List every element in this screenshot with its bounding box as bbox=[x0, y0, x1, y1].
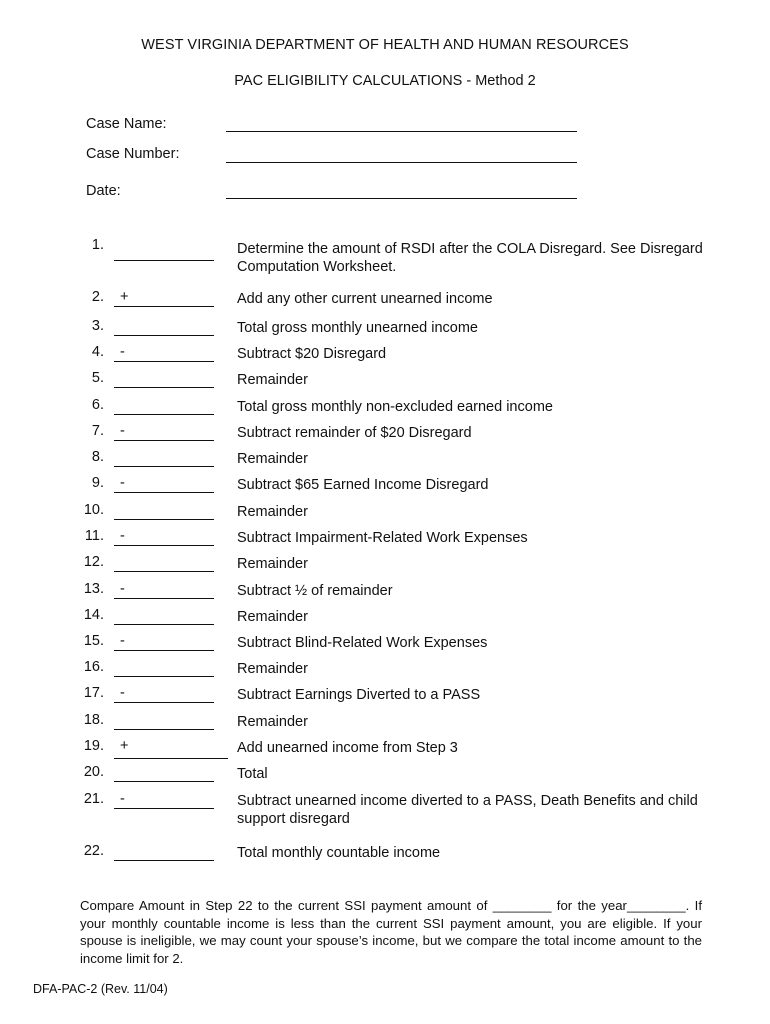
step-description: Subtract remainder of $20 Disregard bbox=[237, 425, 472, 441]
agency-heading: WEST VIRGINIA DEPARTMENT OF HEALTH AND HUMAN RESOURCES bbox=[141, 37, 629, 53]
step-amount-field[interactable] bbox=[114, 729, 214, 730]
step-description: Total bbox=[237, 766, 268, 782]
step-amount-field[interactable] bbox=[114, 758, 228, 759]
step-sign: + bbox=[120, 289, 129, 305]
case-name-field[interactable] bbox=[226, 131, 577, 132]
form-number: DFA-PAC-2 (Rev. 11/04) bbox=[33, 982, 168, 996]
step-sign: + bbox=[120, 738, 129, 754]
step-sign: - bbox=[120, 475, 125, 491]
step-sign: - bbox=[120, 791, 125, 807]
step-description: Total gross monthly non-excluded earned income bbox=[237, 399, 553, 415]
step-number: 11. bbox=[84, 528, 104, 544]
step-amount-field[interactable] bbox=[114, 624, 214, 625]
step-number: 15. bbox=[83, 633, 104, 649]
step-number: 7. bbox=[91, 423, 104, 439]
step-description: Subtract $65 Earned Income Disregard bbox=[237, 477, 489, 493]
step-number: 3. bbox=[91, 318, 104, 334]
step-number: 22. bbox=[83, 843, 104, 859]
step-amount-field[interactable] bbox=[114, 335, 214, 336]
case-number-field[interactable] bbox=[226, 162, 577, 163]
step-amount-field[interactable] bbox=[114, 598, 214, 599]
step-amount-field[interactable] bbox=[114, 466, 214, 467]
step-number: 18. bbox=[83, 712, 104, 728]
step-sign: - bbox=[120, 581, 125, 597]
step-amount-field[interactable] bbox=[114, 650, 214, 651]
step-amount-field[interactable] bbox=[114, 808, 214, 809]
step-description: Remainder bbox=[237, 556, 308, 572]
step-sign: - bbox=[120, 633, 125, 649]
step-number: 1. bbox=[91, 237, 104, 253]
step-number: 19. bbox=[83, 738, 104, 754]
step-description: Add unearned income from Step 3 bbox=[237, 740, 458, 756]
step-description: Remainder bbox=[237, 451, 308, 467]
step-amount-field[interactable] bbox=[114, 545, 214, 546]
step-number: 10. bbox=[83, 502, 104, 518]
step-amount-field[interactable] bbox=[114, 306, 214, 307]
case-name-label: Case Name: bbox=[86, 116, 167, 132]
step-amount-field[interactable] bbox=[114, 860, 214, 861]
step-number: 17. bbox=[83, 685, 104, 701]
step-amount-field[interactable] bbox=[114, 440, 214, 441]
step-description: Subtract ½ of remainder bbox=[237, 583, 393, 599]
step-number: 5. bbox=[91, 370, 104, 386]
step-description: Determine the amount of RSDI after the COLA Disregard. See Disregard Computation Worksheet. bbox=[237, 241, 703, 275]
step-number: 8. bbox=[91, 449, 104, 465]
step-number: 4. bbox=[91, 344, 104, 360]
step-description: Remainder bbox=[237, 504, 308, 520]
date-label: Date: bbox=[86, 183, 121, 199]
step-sign: - bbox=[120, 685, 125, 701]
step-description: Remainder bbox=[237, 609, 308, 625]
step-description: Remainder bbox=[237, 714, 308, 730]
step-amount-field[interactable] bbox=[114, 492, 214, 493]
step-description: Subtract Blind-Related Work Expenses bbox=[237, 635, 488, 651]
step-number: 14. bbox=[83, 607, 104, 623]
step-amount-field[interactable] bbox=[114, 702, 214, 703]
step-description: Total gross monthly unearned income bbox=[237, 320, 478, 336]
step-description: Subtract unearned income diverted to a PASS, Death Benefits and child support disregard bbox=[237, 793, 698, 827]
case-number-label: Case Number: bbox=[86, 146, 180, 162]
step-number: 13. bbox=[83, 581, 104, 597]
step-sign: - bbox=[120, 344, 125, 360]
step-amount-field[interactable] bbox=[114, 260, 214, 261]
step-description: Add any other current unearned income bbox=[237, 291, 493, 307]
step-description: Total monthly countable income bbox=[237, 845, 441, 861]
step-description: Subtract Impairment-Related Work Expenses bbox=[237, 530, 528, 546]
step-description: Remainder bbox=[237, 372, 308, 388]
step-sign: - bbox=[120, 423, 125, 439]
step-amount-field[interactable] bbox=[114, 676, 214, 677]
step-amount-field[interactable] bbox=[114, 571, 214, 572]
step-number: 20. bbox=[83, 764, 104, 780]
step-amount-field[interactable] bbox=[114, 361, 214, 362]
step-description: Subtract Earnings Diverted to a PASS bbox=[237, 687, 481, 703]
step-sign: - bbox=[120, 528, 125, 544]
step-number: 2. bbox=[91, 289, 104, 305]
step-number: 12. bbox=[83, 554, 104, 570]
step-number: 9. bbox=[91, 475, 104, 491]
step-amount-field[interactable] bbox=[114, 781, 214, 782]
form-title: PAC ELIGIBILITY CALCULATIONS - Method 2 bbox=[234, 73, 536, 89]
step-amount-field[interactable] bbox=[114, 387, 214, 388]
note-text: Compare Amount in Step 22 to the current SSI payment amount of ________ for the year________. If your monthly countable income is less than the current SSI payment amount, you are eligible. If your spouse is ineligible, we may count your spouse’s income, but we compare the total income amount to the income limit for 2. bbox=[80, 898, 702, 966]
step-amount-field[interactable] bbox=[114, 519, 214, 520]
step-amount-field[interactable] bbox=[114, 414, 214, 415]
step-description: Subtract $20 Disregard bbox=[237, 346, 387, 362]
step-description: Remainder bbox=[237, 661, 308, 677]
step-number: 21. bbox=[83, 791, 104, 807]
step-number: 6. bbox=[91, 397, 104, 413]
instructions-note bbox=[80, 897, 702, 967]
step-number: 16. bbox=[83, 659, 104, 675]
date-field[interactable] bbox=[226, 198, 577, 199]
